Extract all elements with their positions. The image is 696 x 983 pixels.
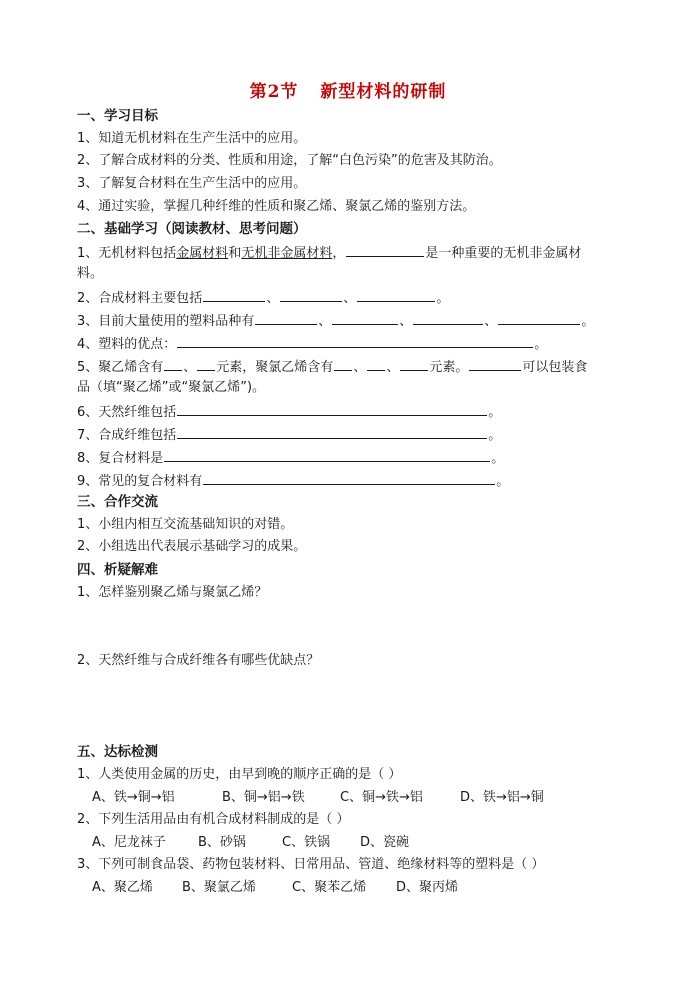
analysis-question-1: 1、怎样鉴别聚乙烯与聚氯乙烯？ <box>77 585 268 600</box>
answer-blank[interactable] <box>332 311 398 325</box>
answer-blank[interactable] <box>357 288 435 302</box>
term-metal-materials: 金属材料 <box>176 246 229 261</box>
question-basic-8: 8、复合材料是 。 <box>77 448 504 468</box>
test-question-1: 1、人类使用金属的历史，由早到晚的顺序正确的是（ ） <box>77 767 402 782</box>
goal-3: 3、了解复合材料在生产生活中的应用。 <box>77 176 307 191</box>
option-d[interactable]: D、聚丙烯 <box>396 880 459 895</box>
question-basic-1-cont: 料。 <box>77 266 104 281</box>
analysis-question-2: 2、天然纤维与合成纤维各有哪些优缺点？ <box>77 653 320 668</box>
question-basic-5: 5、聚乙烯含有 、 元素，聚氯乙烯含有 、 、 元素。 可以包装食 <box>77 357 587 377</box>
test-question-3-options <box>92 879 458 897</box>
section-2-heading: 二、基础学习（阅读教材、思考问题） <box>77 221 307 237</box>
answer-blank[interactable] <box>255 311 317 325</box>
section-3-heading: 三、合作交流 <box>77 494 158 510</box>
question-basic-7: 7、合成纤维包括 。 <box>77 425 501 445</box>
title-section-number: 第2节 <box>249 82 299 102</box>
option-b[interactable]: B、聚氯乙烯 <box>182 880 256 895</box>
option-c[interactable]: C、铁锅 <box>282 835 331 850</box>
answer-blank[interactable] <box>203 288 265 302</box>
answer-blank[interactable] <box>164 357 182 371</box>
test-question-2-options <box>92 834 409 852</box>
option-d[interactable]: D、瓷碗 <box>360 835 410 850</box>
answer-blank[interactable] <box>177 334 533 348</box>
answer-blank[interactable] <box>164 448 490 462</box>
answer-blank[interactable] <box>367 357 385 371</box>
answer-blank[interactable] <box>334 357 352 371</box>
answer-blank[interactable] <box>177 402 487 416</box>
test-question-3: 3、下列可制食品袋、药物包装材料、日常用品、管道、绝缘材料等的塑料是（ ） <box>77 857 545 872</box>
question-basic-6: 6、天然纤维包括 。 <box>77 402 501 422</box>
goal-4: 4、通过实验，掌握几种纤维的性质和聚乙烯、聚氯乙烯的鉴别方法。 <box>77 199 476 214</box>
page-title <box>0 77 696 102</box>
cooperation-2: 2、小组选出代表展示基础学习的成果。 <box>77 539 307 554</box>
question-basic-4: 4、塑料的优点： 。 <box>77 334 547 354</box>
option-d[interactable]: D、铁→铝→铜 <box>460 790 544 805</box>
option-b[interactable]: B、铜→铝→铁 <box>222 790 305 805</box>
option-b[interactable]: B、砂锅 <box>198 835 246 850</box>
answer-blank[interactable] <box>177 425 487 439</box>
question-basic-2: 2、合成材料主要包括 、 、 。 <box>77 288 449 308</box>
question-basic-9: 9、常见的复合材料有 。 <box>77 471 509 491</box>
answer-blank[interactable] <box>413 311 483 325</box>
question-basic-5-cont: 品（填“聚乙烯”或“聚氯乙烯”)。 <box>77 380 266 395</box>
answer-blank[interactable] <box>280 288 342 302</box>
option-c[interactable]: C、聚苯乙烯 <box>292 880 367 895</box>
option-a[interactable]: A、尼龙袜子 <box>92 835 166 850</box>
answer-blank[interactable] <box>469 357 521 371</box>
section-4-heading: 四、析疑解难 <box>77 562 158 578</box>
answer-blank[interactable] <box>203 471 495 485</box>
question-basic-3: 3、目前大量使用的塑料品种有 、 、 、 。 <box>77 311 594 331</box>
answer-blank[interactable] <box>400 357 428 371</box>
answer-blank[interactable] <box>197 357 215 371</box>
option-c[interactable]: C、铜→铁→铝 <box>340 790 423 805</box>
section-1-heading: 一、学习目标 <box>77 108 158 124</box>
title-topic: 新型材料的研制 <box>320 82 447 102</box>
answer-blank[interactable] <box>346 243 424 257</box>
section-5-heading: 五、达标检测 <box>77 744 158 760</box>
option-a[interactable]: A、聚乙烯 <box>92 880 153 895</box>
goal-1: 1、知道无机材料在生产生活中的应用。 <box>77 131 307 146</box>
question-basic-1: 1、无机材料包括金属材料和无机非金属材料， 是一种重要的无机非金属材 <box>77 243 581 263</box>
term-inorganic-nonmetal: 无机非金属材料 <box>241 246 333 261</box>
answer-blank[interactable] <box>498 311 580 325</box>
test-question-1-options <box>92 789 544 807</box>
cooperation-1: 1、小组内相互交流基础知识的对错。 <box>77 517 294 532</box>
option-a[interactable]: A、铁→铜→铝 <box>92 790 175 805</box>
goal-2: 2、了解合成材料的分类、性质和用途，了解“白色污染”的危害及其防治。 <box>77 153 502 168</box>
test-question-2: 2、下列生活用品由有机合成材料制成的是（ ） <box>77 812 350 827</box>
